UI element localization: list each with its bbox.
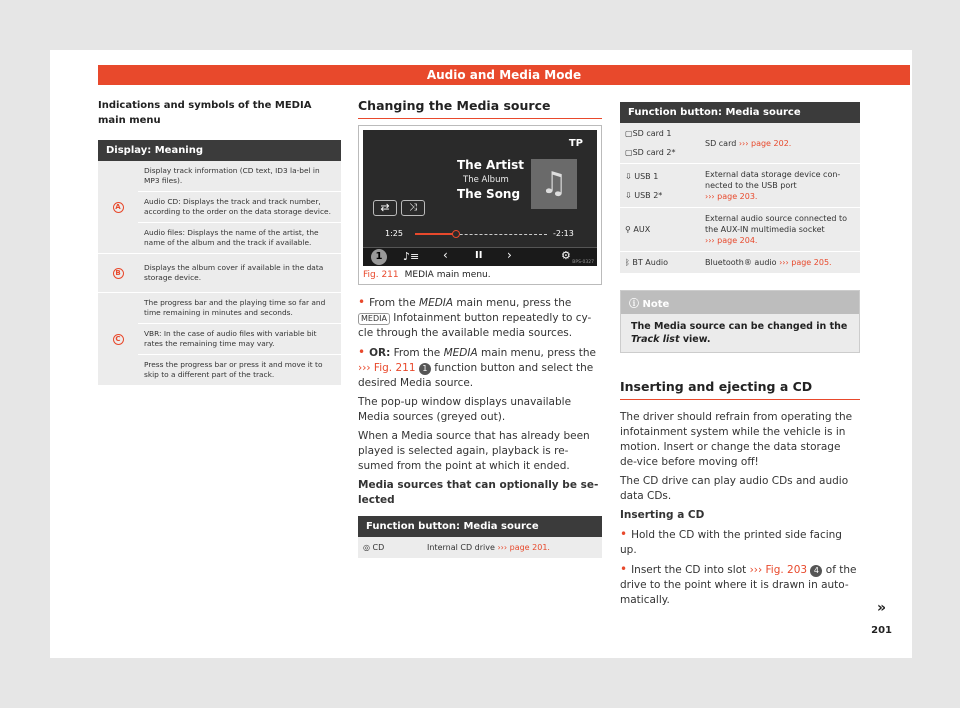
repeat-icon[interactable]: ⇄: [373, 200, 397, 216]
page-205-link[interactable]: ››› page 205.: [779, 258, 832, 267]
indications-heading: Indications and symbols of the MEDIA main menu: [98, 100, 312, 126]
usb-cell: ⇩ USB 1 ⇩ USB 2*: [620, 164, 700, 208]
para-2: • OR: From the MEDIA main menu, press the ››› Fig. 211 1 function button and select the desired Media source.: [358, 345, 602, 391]
code-c: C: [98, 293, 138, 386]
progress-knob[interactable]: [452, 230, 460, 238]
sd-desc-cell: SD card ››› page 202.: [700, 123, 860, 164]
cd-desc-cell: Internal CD drive ››› page 201.: [422, 537, 602, 559]
media-source-table-header-2: Function button: Media source: [620, 102, 860, 123]
cd-icon: ◎: [363, 543, 370, 552]
column-right: [620, 98, 860, 612]
media-key: MEDIA: [358, 313, 390, 325]
cd-bullet-1: • Hold the CD with the printed side facing up.: [620, 527, 860, 558]
fig-203-link[interactable]: ››› Fig. 203: [749, 564, 808, 576]
code-a: A: [98, 161, 138, 254]
cd-para-2: The CD drive can play audio CDs and audio data CDs.: [620, 475, 849, 502]
media-source-heading: Changing the Media source: [358, 98, 602, 119]
cd-para-1: The driver should refrain from operating the infotainment system while the vehicle is in motion. Insert or change the data storage de-vice before moving off!: [620, 411, 853, 468]
manual-page: [50, 50, 912, 658]
elapsed-time: 1:25: [385, 229, 403, 238]
note-header: ⓘ Note: [621, 291, 859, 314]
shuffle-icon[interactable]: ⤨: [401, 200, 425, 216]
pause-icon[interactable]: II: [475, 250, 483, 261]
row-b: Displays the album cover if available in the data storage device.: [138, 254, 341, 293]
para-3: The pop-up window displays unavailable Media sources (greyed out).: [358, 396, 572, 423]
figure-caption: Fig. 211 MEDIA main menu.: [363, 270, 491, 280]
media-screen: [363, 130, 597, 266]
column-middle: [358, 98, 602, 559]
track-list-icon[interactable]: ♪≡: [403, 250, 420, 263]
sd-card-icon: ▢: [625, 148, 633, 157]
previous-icon[interactable]: ‹: [443, 248, 448, 262]
settings-icon[interactable]: ⚙: [561, 249, 571, 262]
album-text: The Album: [463, 175, 509, 185]
note-text: The Media source can be changed in the Track list view.: [631, 321, 848, 345]
song-text: The Song: [457, 187, 521, 201]
media-source-table: [620, 123, 860, 274]
page-number: 201: [871, 625, 892, 636]
bt-cell: ᛒ BT Audio: [620, 252, 700, 274]
bt-desc-cell: Bluetooth® audio ››› page 205.: [700, 252, 860, 274]
usb-desc-cell: External data storage device con-nected to the USB port ››› page 203.: [700, 164, 860, 208]
row-c2: VBR: In the case of audio files with variable bit rates the remaining time may vary.: [138, 324, 341, 355]
aux-icon: ⚲: [625, 225, 631, 234]
cd-cell: ◎ CD: [358, 537, 422, 559]
marker-1: 1: [371, 249, 387, 265]
cd-source-table: [358, 537, 602, 559]
page-201-link[interactable]: ››› page 201.: [497, 543, 550, 552]
note-box: [620, 290, 860, 353]
para-4: When a Media source that has already been played is selected again, playback is re-sumed from the point at which it ended.: [358, 430, 590, 472]
row-a1: Display track information (CD text, ID3 la-bel in MP3 files).: [138, 161, 341, 192]
para-1: • From the MEDIA main menu, press the MEDIA Infotainment button repeatedly to cy-cle through the available media sources.: [358, 295, 602, 341]
tp-label: TP: [568, 138, 583, 149]
aux-desc-cell: External audio source connected to the AUX-IN multimedia socket ››› page 204.: [700, 208, 860, 252]
row-a3: Audio files: Displays the name of the artist, the name of the album and the track if available.: [138, 223, 341, 254]
row-a2: Audio CD: Displays the track and track number, according to the order on the data storage device.: [138, 192, 341, 223]
sd-cell: ▢SD card 1 ▢SD card 2*: [620, 123, 700, 164]
code-b: B: [98, 254, 138, 293]
inserting-cd-heading: Inserting a CD: [620, 509, 705, 521]
next-icon[interactable]: ›: [507, 248, 512, 262]
page-202-link[interactable]: ››› page 202.: [738, 138, 792, 148]
usb-icon: ⇩: [625, 171, 632, 181]
figure-code: BPS-0327: [572, 260, 594, 265]
bluetooth-icon: ᛒ: [625, 258, 630, 267]
usb-icon: ⇩: [625, 190, 632, 200]
fig-211-link[interactable]: ››› Fig. 211: [358, 362, 416, 374]
row-c1: The progress bar and the playing time so far and time remaining in minutes and seconds.: [138, 293, 341, 324]
page-203-link[interactable]: ››› page 203.: [705, 192, 758, 201]
media-source-table-header: Function button: Media source: [358, 516, 602, 537]
figure-211: [358, 125, 602, 285]
optional-sources-heading: Media sources that can optionally be se-lected: [358, 479, 599, 506]
info-icon: ⓘ: [629, 299, 639, 310]
section-header: Audio and Media Mode: [98, 65, 910, 85]
display-meaning-table: [98, 161, 341, 386]
aux-cell: ⚲ AUX: [620, 208, 700, 252]
page-204-link[interactable]: ››› page 204.: [705, 236, 758, 245]
cd-bullet-2: • Insert the CD into slot ››› Fig. 203 4 of the drive to the point where it is drawn in auto-matically.: [620, 562, 860, 608]
remaining-time: -2:13: [553, 229, 574, 238]
progress-played: [415, 233, 455, 235]
artist-text: The Artist: [457, 158, 524, 172]
column-left: [98, 98, 341, 386]
display-meaning-header: Display: Meaning: [98, 140, 341, 161]
cd-heading: Inserting and ejecting a CD: [620, 379, 860, 400]
row-c3: Press the progress bar or press it and move it to skip to a different part of the track.: [138, 355, 341, 386]
sd-card-icon: ▢: [625, 129, 633, 138]
continue-marker: »: [876, 600, 886, 616]
album-cover: ♫: [531, 159, 577, 209]
